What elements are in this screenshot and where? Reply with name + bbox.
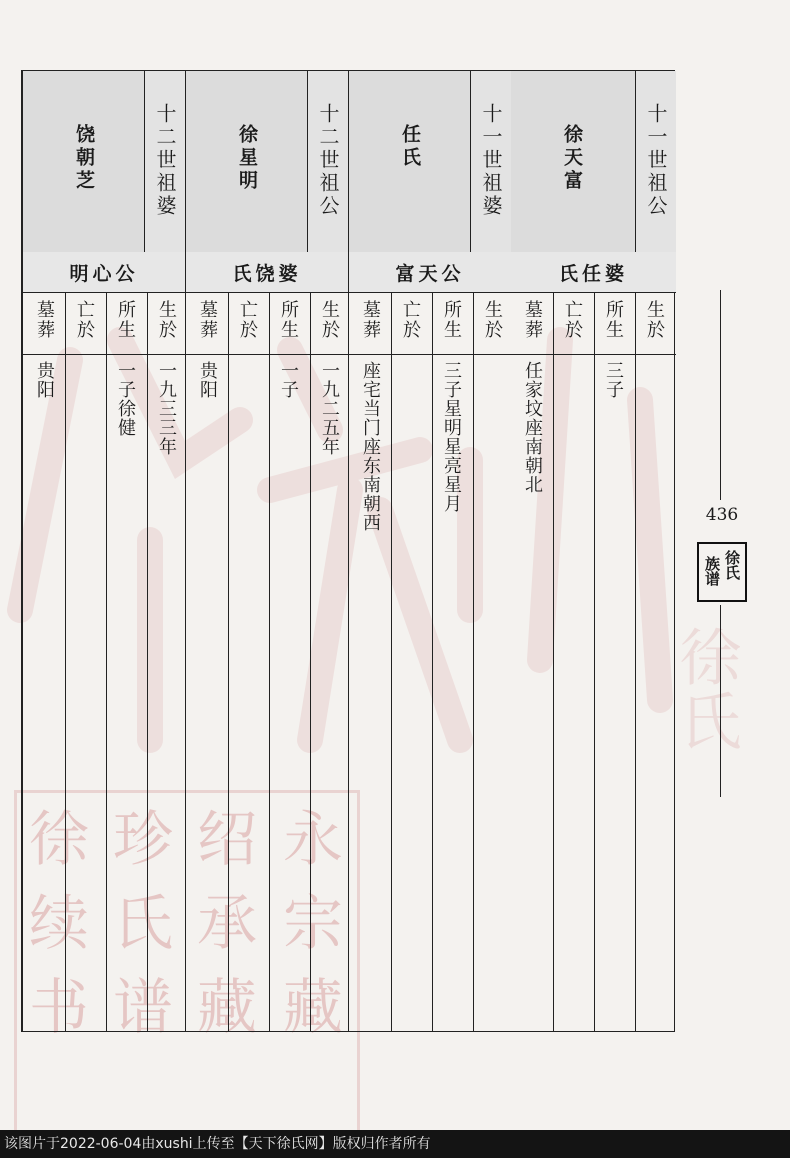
generation-box <box>144 71 185 252</box>
person-name: 任氏 <box>399 124 421 170</box>
label-burial: 墓葬 <box>34 300 55 340</box>
column-divider <box>228 292 229 1031</box>
column-divider <box>269 292 270 1031</box>
label-born: 生於 <box>319 300 340 340</box>
generation-box <box>470 71 511 252</box>
genealogy-table <box>21 70 675 1032</box>
label-born: 生於 <box>156 300 177 340</box>
value-issue: 三子星明星亮星月 <box>441 361 462 513</box>
value-burial: 座宅当门座东南朝西 <box>360 361 381 532</box>
page-number: 436 <box>705 505 739 525</box>
value-issue: 一子 <box>278 361 299 399</box>
column-divider <box>147 292 148 1031</box>
name-cell <box>186 71 348 253</box>
column-divider <box>432 292 433 1031</box>
label-died: 亡於 <box>562 300 583 340</box>
value-burial: 任家坟座南朝北 <box>522 361 543 494</box>
label-issue: 所生 <box>441 300 462 340</box>
seal-char: 书 <box>29 973 89 1043</box>
label-burial: 墓葬 <box>197 300 218 340</box>
label-died: 亡於 <box>400 300 421 340</box>
seal-char: 氏 <box>113 889 173 959</box>
label-issue: 所生 <box>115 300 136 340</box>
value-burial: 贵阳 <box>34 361 55 399</box>
seal-char: 藏 <box>283 973 343 1043</box>
person-name: 饶朝芝 <box>73 124 95 193</box>
value-issue: 三子 <box>603 361 624 399</box>
seal-char: 藏 <box>197 973 257 1043</box>
person-block <box>511 71 676 1031</box>
column-divider <box>106 292 107 1031</box>
column-divider <box>391 292 392 1031</box>
seal-char: 谱 <box>113 973 173 1043</box>
label-issue: 所生 <box>603 300 624 340</box>
column-divider <box>473 292 474 1031</box>
seal-char: 续 <box>29 889 89 959</box>
label-born: 生於 <box>644 300 665 340</box>
person-block <box>185 71 348 1031</box>
label-born: 生於 <box>482 300 503 340</box>
value-issue: 一子徐健 <box>115 361 136 437</box>
name-cell <box>349 71 511 253</box>
seal-char: 宗 <box>283 889 343 959</box>
generation-label: 十二世祖公 <box>316 103 340 218</box>
generation-label: 十一世祖婆 <box>479 103 503 218</box>
person-block <box>22 71 185 1031</box>
person-block <box>348 71 511 1031</box>
column-divider <box>65 292 66 1031</box>
column-divider <box>553 292 554 1031</box>
spouse-header: 明心公 <box>23 252 185 293</box>
generation-label: 十一世祖公 <box>644 103 668 218</box>
name-cell <box>23 71 185 253</box>
book-seal-left: 族谱 <box>703 556 721 586</box>
generation-box <box>635 71 676 252</box>
column-divider <box>594 292 595 1031</box>
column-divider <box>310 292 311 1031</box>
seal-char: 承 <box>197 889 257 959</box>
label-issue: 所生 <box>278 300 299 340</box>
label-died: 亡於 <box>237 300 258 340</box>
margin-line <box>720 605 721 797</box>
value-burial: 贵阳 <box>197 361 218 399</box>
book-seal-right: 徐氏 <box>723 550 741 580</box>
value-born: 一九三三年 <box>156 361 177 456</box>
generation-label: 十二世祖婆 <box>153 103 177 218</box>
seal-char: 永 <box>283 805 343 875</box>
watermark-side-text: 徐氏 <box>669 625 742 753</box>
spouse-header: 氏饶婆 <box>186 252 348 293</box>
book-seal <box>697 542 747 602</box>
label-row <box>23 292 185 355</box>
upload-footer: 该图片于2022-06-04由xushi上传至【天下徐氏网】版权归作者所有 <box>0 1130 790 1158</box>
seal-char: 徐 <box>29 805 89 875</box>
name-cell <box>511 71 676 253</box>
label-burial: 墓葬 <box>522 300 543 340</box>
spouse-header: 富天公 <box>349 252 511 293</box>
label-row <box>349 292 511 355</box>
margin-line <box>720 290 721 500</box>
column-divider <box>635 292 636 1031</box>
label-burial: 墓葬 <box>360 300 381 340</box>
generation-box <box>307 71 348 252</box>
person-name: 徐天富 <box>561 124 583 193</box>
seal-char: 绍 <box>197 805 257 875</box>
value-born: 一九二五年 <box>319 361 340 456</box>
label-row <box>186 292 348 355</box>
spouse-header: 氏任婆 <box>511 252 676 293</box>
label-died: 亡於 <box>74 300 95 340</box>
seal-char: 珍 <box>113 805 173 875</box>
person-name: 徐星明 <box>236 124 258 193</box>
